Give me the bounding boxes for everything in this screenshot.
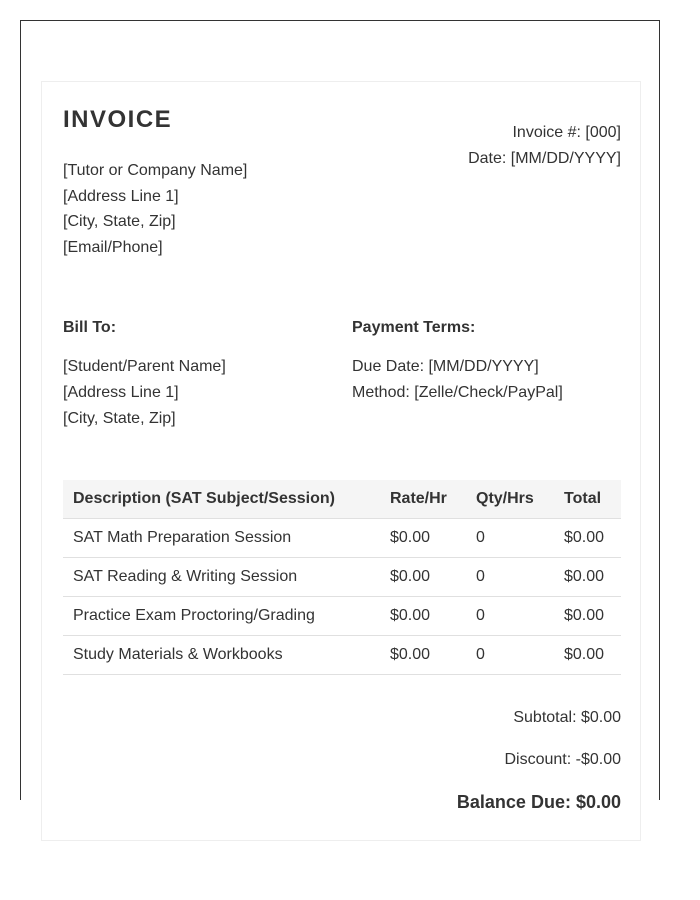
line-items-table bbox=[63, 480, 621, 675]
payment-terms-section bbox=[352, 318, 563, 406]
bill-to-city: [City, State, Zip] bbox=[63, 410, 176, 427]
invoice-page bbox=[41, 81, 641, 841]
totals-block bbox=[457, 708, 621, 834]
invoice-number: Invoice #: [000] bbox=[512, 124, 621, 141]
row-qty: 0 bbox=[466, 636, 554, 675]
document-viewport[interactable] bbox=[20, 20, 660, 812]
row-total: $0.00 bbox=[554, 636, 621, 675]
balance-due: Balance Due: $0.00 bbox=[456, 792, 621, 812]
row-total: $0.00 bbox=[554, 519, 621, 558]
table-row bbox=[63, 519, 621, 558]
row-rate: $0.00 bbox=[380, 597, 466, 636]
bill-to-heading: Bill To: bbox=[63, 319, 117, 336]
row-description: Practice Exam Proctoring/Grading bbox=[63, 597, 380, 636]
row-qty: 0 bbox=[466, 558, 554, 597]
from-address-block bbox=[63, 158, 247, 260]
table-row bbox=[63, 636, 621, 675]
row-rate: $0.00 bbox=[380, 636, 466, 675]
discount: Discount: -$0.00 bbox=[504, 751, 621, 768]
header-total: Total bbox=[554, 480, 621, 519]
table-row bbox=[63, 558, 621, 597]
from-name: [Tutor or Company Name] bbox=[63, 162, 248, 179]
from-address: [Address Line 1] bbox=[63, 187, 179, 205]
row-rate: $0.00 bbox=[380, 558, 466, 597]
row-description: SAT Reading & Writing Session bbox=[63, 558, 380, 597]
invoice-title: INVOICE bbox=[63, 106, 173, 133]
header-description: Description (SAT Subject/Session) bbox=[63, 480, 380, 519]
row-qty: 0 bbox=[466, 597, 554, 636]
payment-method: Method: [Zelle/Check/PayPal] bbox=[352, 384, 563, 401]
bill-to-name: [Student/Parent Name] bbox=[63, 358, 226, 375]
payment-terms-heading: Payment Terms: bbox=[352, 319, 476, 336]
row-description: SAT Math Preparation Session bbox=[63, 519, 380, 558]
row-total: $0.00 bbox=[554, 558, 621, 597]
invoice-meta bbox=[468, 120, 621, 172]
table-header-row bbox=[63, 480, 621, 519]
due-date: Due Date: [MM/DD/YYYY] bbox=[352, 358, 539, 375]
row-description: Study Materials & Workbooks bbox=[63, 636, 380, 675]
invoice-date: Date: [MM/DD/YYYY] bbox=[468, 150, 621, 167]
from-city: [City, State, Zip] bbox=[63, 213, 176, 231]
table-row bbox=[63, 597, 621, 636]
row-total: $0.00 bbox=[554, 597, 621, 636]
subtotal: Subtotal: $0.00 bbox=[513, 709, 621, 726]
row-qty: 0 bbox=[466, 519, 554, 558]
bill-to-section bbox=[63, 318, 226, 432]
header-qty: Qty/Hrs bbox=[466, 480, 554, 519]
bill-to-address: [Address Line 1] bbox=[63, 384, 179, 401]
row-rate: $0.00 bbox=[380, 519, 466, 558]
from-contact: [Email/Phone] bbox=[63, 238, 163, 256]
header-rate: Rate/Hr bbox=[380, 480, 466, 519]
